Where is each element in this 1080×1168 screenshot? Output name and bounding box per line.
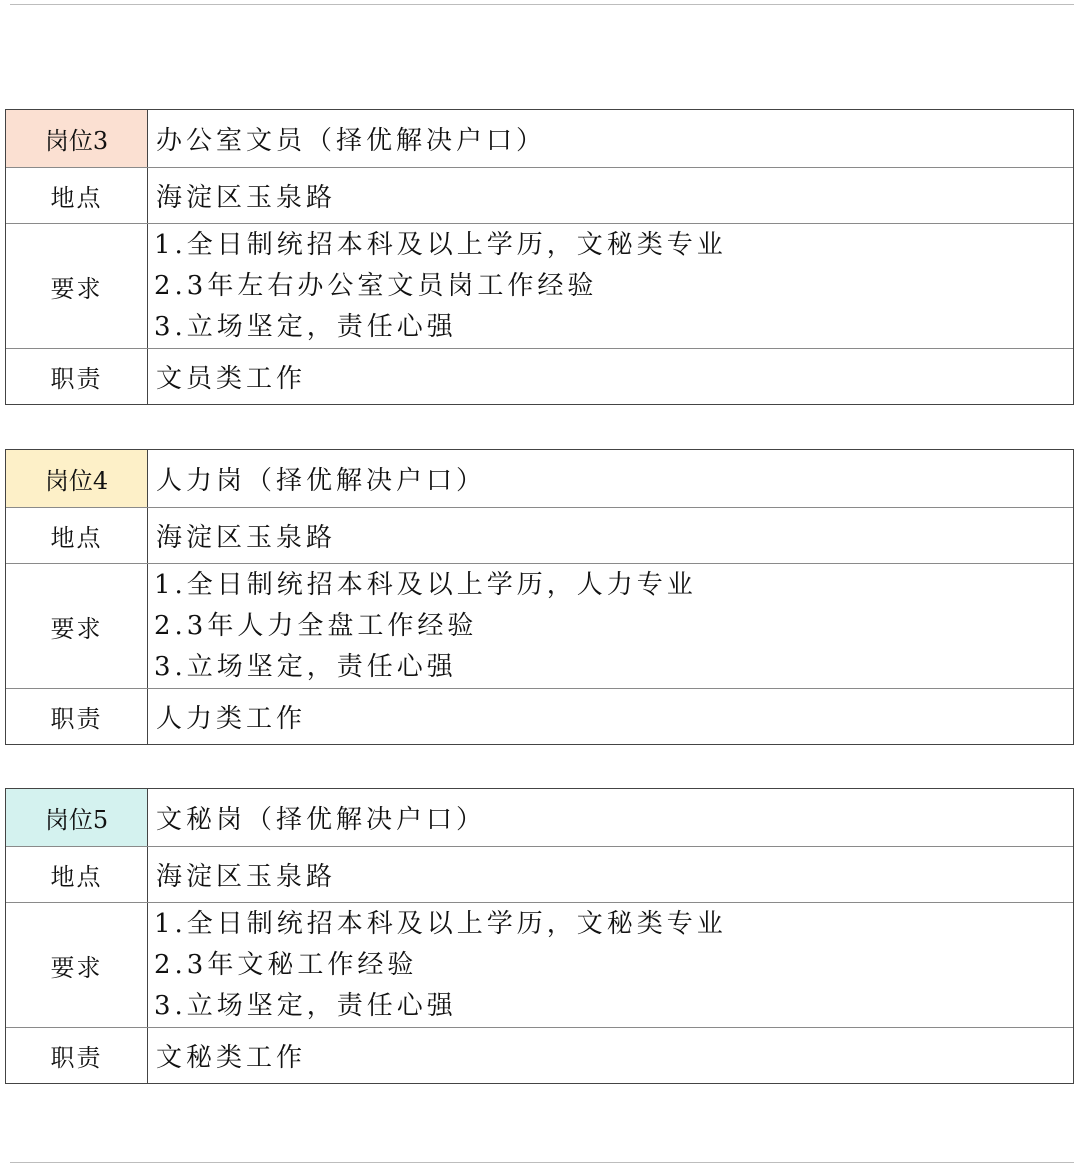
requirements-label: 要求 — [6, 224, 148, 348]
job-table-post-4 — [5, 449, 1074, 745]
requirement-item: 3.立场坚定，责任心强 — [154, 990, 457, 1021]
requirement-item: 1.全日制统招本科及以上学历，文秘类专业 — [154, 908, 727, 939]
location-value: 海淀区玉泉路 — [156, 862, 337, 892]
post-header-row — [6, 789, 1073, 846]
requirements-row — [6, 563, 1073, 688]
post-title: 人力岗（择优解决户口） — [156, 466, 487, 496]
requirement-item: 2.3年人力全盘工作经验 — [154, 610, 478, 641]
requirements-list — [148, 224, 1073, 348]
requirement-item: 2.3年左右办公室文员岗工作经验 — [154, 270, 598, 301]
requirement-item: 2.3年文秘工作经验 — [154, 949, 418, 980]
duties-row — [6, 688, 1073, 744]
duties-row — [6, 348, 1073, 404]
requirements-row — [6, 902, 1073, 1027]
post-label-cell: 岗位4 — [6, 450, 148, 507]
location-row — [6, 167, 1073, 223]
job-table-post-3 — [5, 109, 1074, 405]
post-title: 文秘岗（择优解决户口） — [156, 805, 487, 835]
post-label-cell: 岗位5 — [6, 789, 148, 846]
requirement-item: 1.全日制统招本科及以上学历，人力专业 — [154, 569, 697, 600]
bottom-divider — [10, 1162, 1074, 1163]
requirement-item: 1.全日制统招本科及以上学历，文秘类专业 — [154, 229, 727, 260]
post-header-row — [6, 110, 1073, 167]
requirements-list — [148, 564, 1073, 688]
duties-value: 人力类工作 — [156, 704, 307, 734]
requirements-list — [148, 903, 1073, 1027]
duties-label: 职责 — [6, 689, 148, 744]
location-row — [6, 846, 1073, 902]
top-divider — [10, 4, 1074, 5]
post-header-row — [6, 450, 1073, 507]
duties-label: 职责 — [6, 1028, 148, 1083]
location-row — [6, 507, 1073, 563]
requirements-label: 要求 — [6, 903, 148, 1027]
location-label: 地点 — [6, 168, 148, 223]
duties-label: 职责 — [6, 349, 148, 404]
duties-row — [6, 1027, 1073, 1083]
duties-value: 文秘类工作 — [156, 1043, 307, 1073]
post-label-cell: 岗位3 — [6, 110, 148, 167]
duties-value: 文员类工作 — [156, 364, 307, 394]
requirements-row — [6, 223, 1073, 348]
job-table-post-5 — [5, 788, 1074, 1084]
location-label: 地点 — [6, 508, 148, 563]
requirement-item: 3.立场坚定，责任心强 — [154, 311, 457, 342]
location-value: 海淀区玉泉路 — [156, 523, 337, 553]
location-label: 地点 — [6, 847, 148, 902]
location-value: 海淀区玉泉路 — [156, 183, 337, 213]
requirements-label: 要求 — [6, 564, 148, 688]
post-title: 办公室文员（择优解决户口） — [156, 126, 547, 156]
requirement-item: 3.立场坚定，责任心强 — [154, 651, 457, 682]
